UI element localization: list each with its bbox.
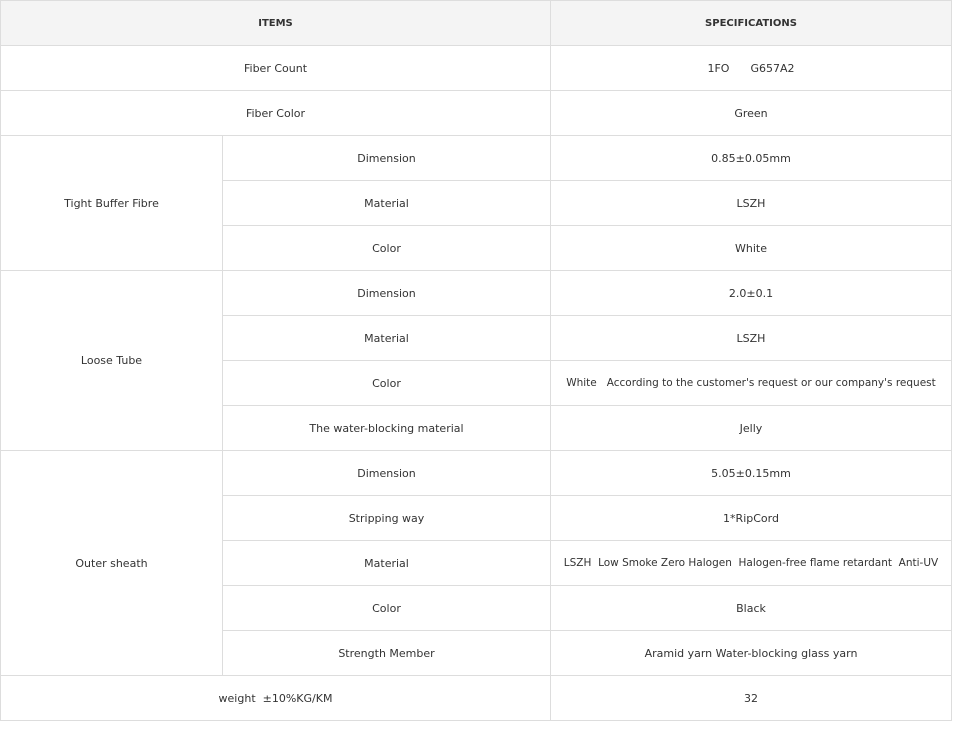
- table-row-tight-buffer-dimension: [1, 136, 952, 181]
- loose-tube-material-value: LSZH: [551, 316, 952, 361]
- outer-sheath-material-label: Material: [223, 541, 551, 586]
- outer-sheath-strength-value: Aramid yarn Water-blocking glass yarn: [551, 631, 952, 676]
- table-header-row: [1, 1, 952, 46]
- outer-sheath-stripping-value: 1*RipCord: [551, 496, 952, 541]
- outer-sheath-group-label: Outer sheath: [1, 451, 223, 676]
- loose-tube-dimension-value: 2.0±0.1: [551, 271, 952, 316]
- outer-sheath-material-value: LSZH Low Smoke Zero Halogen Halogen-free flame retardant Anti-UV: [551, 541, 952, 586]
- outer-sheath-dimension-label: Dimension: [223, 451, 551, 496]
- loose-tube-material-label: Material: [223, 316, 551, 361]
- outer-sheath-strength-label: Strength Member: [223, 631, 551, 676]
- loose-tube-color-label: Color: [223, 361, 551, 406]
- tight-buffer-material-value: LSZH: [551, 181, 952, 226]
- tight-buffer-material-label: Material: [223, 181, 551, 226]
- loose-tube-group-label: Loose Tube: [1, 271, 223, 451]
- loose-tube-water-blocking-value: Jelly: [551, 406, 952, 451]
- outer-sheath-stripping-label: Stripping way: [223, 496, 551, 541]
- table-row-weight: [1, 676, 952, 721]
- tight-buffer-group-label: Tight Buffer Fibre: [1, 136, 223, 271]
- tight-buffer-dimension-label: Dimension: [223, 136, 551, 181]
- weight-value: 32: [551, 676, 952, 721]
- table-row-fiber-count: [1, 46, 952, 91]
- outer-sheath-dimension-value: 5.05±0.15mm: [551, 451, 952, 496]
- fiber-count-label: Fiber Count: [1, 46, 551, 91]
- loose-tube-color-value: White According to the customer's request or our company's request: [551, 361, 952, 406]
- fiber-color-label: Fiber Color: [1, 91, 551, 136]
- table-row-loose-tube-dimension: [1, 271, 952, 316]
- loose-tube-dimension-label: Dimension: [223, 271, 551, 316]
- tight-buffer-color-label: Color: [223, 226, 551, 271]
- header-items: ITEMS: [1, 1, 551, 46]
- table-row-outer-sheath-dimension: [1, 451, 952, 496]
- weight-label: weight ±10%KG/KM: [1, 676, 551, 721]
- tight-buffer-dimension-value: 0.85±0.05mm: [551, 136, 952, 181]
- table-row-fiber-color: [1, 91, 952, 136]
- fiber-color-value: Green: [551, 91, 952, 136]
- outer-sheath-color-label: Color: [223, 586, 551, 631]
- fiber-count-value: 1FO G657A2: [551, 46, 952, 91]
- loose-tube-water-blocking-label: The water-blocking material: [223, 406, 551, 451]
- tight-buffer-color-value: White: [551, 226, 952, 271]
- outer-sheath-color-value: Black: [551, 586, 952, 631]
- header-specifications: SPECIFICATIONS: [551, 1, 952, 46]
